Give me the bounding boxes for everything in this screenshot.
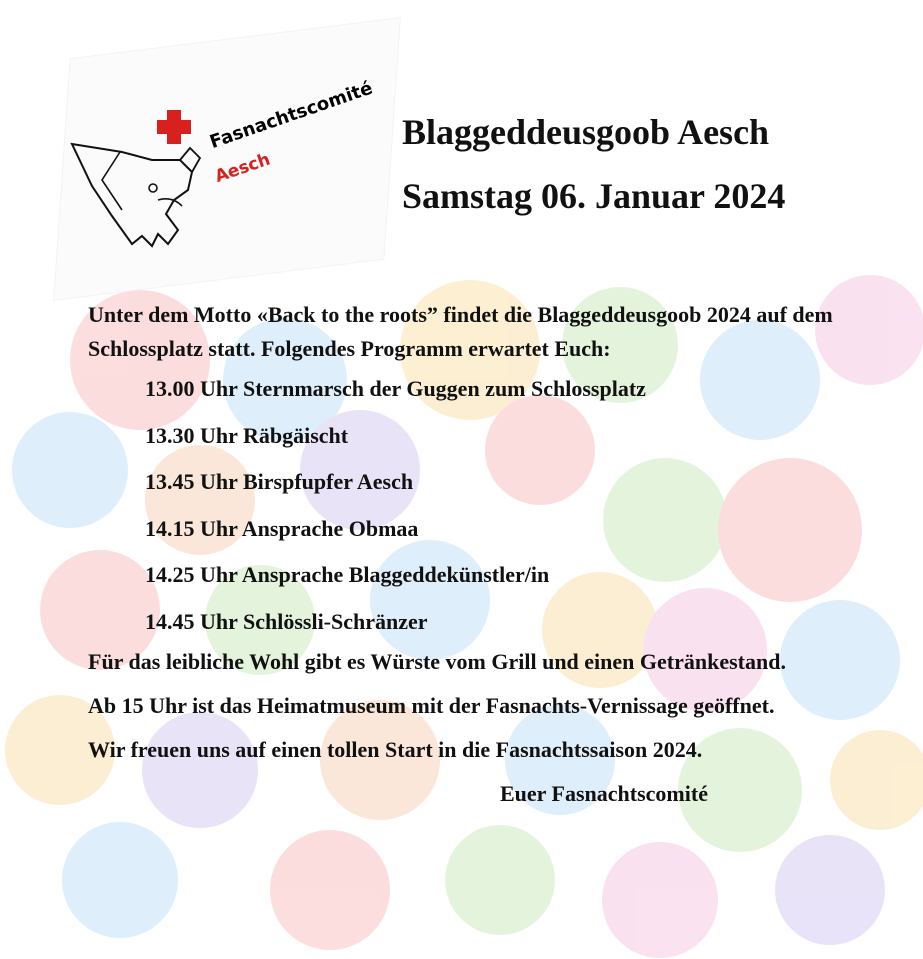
food-paragraph: Für das leibliche Wohl gibt es Würste vom Grill und einen Getränkestand. xyxy=(88,649,786,674)
program-item: 13.30 Uhr Räbgäischt xyxy=(145,422,349,448)
program-item: 13.00 Uhr Sternmarsch der Guggen zum Schlossplatz xyxy=(145,376,646,401)
program-item: 13.45 Uhr Birspfupfer Aesch xyxy=(145,469,414,494)
signature: Euer Fasnachtscomité xyxy=(500,781,708,806)
intro-paragraph: Unter dem Motto «Back to the roots” findet die Blaggeddeusgoob 2024 auf dem Schlossplatz statt. Folgendes Programm erwartet Euch: xyxy=(88,302,833,361)
announcement-body xyxy=(88,298,848,811)
program-item: 14.25 Uhr Ansprache Blaggeddekünstler/in xyxy=(145,562,550,587)
closing-paragraph: Wir freuen uns auf einen tollen Start in die Fasnachtssaison 2024. xyxy=(88,737,703,762)
logo-text-aesch: Aesch xyxy=(212,149,273,187)
page-title: Blaggeddeusgoob Aesch xyxy=(402,112,770,152)
event-date: Samstag 06. Januar 2024 xyxy=(402,176,786,216)
program-item: 14.45 Uhr Schlössli-Schränzer xyxy=(145,608,428,634)
fasnachtscomite-logo xyxy=(62,40,392,278)
jester-flag-icon xyxy=(62,40,392,278)
header xyxy=(402,100,785,228)
program-item: 14.15 Uhr Ansprache Obmaa xyxy=(145,515,419,541)
logo-text-fasnachtscomite: Fasnachtscomité xyxy=(207,77,376,153)
red-cross-icon xyxy=(157,110,191,144)
program-list xyxy=(88,366,848,645)
museum-paragraph: Ab 15 Uhr ist das Heimatmuseum mit der Fasnachts-Vernissage geöffnet. xyxy=(88,693,775,718)
